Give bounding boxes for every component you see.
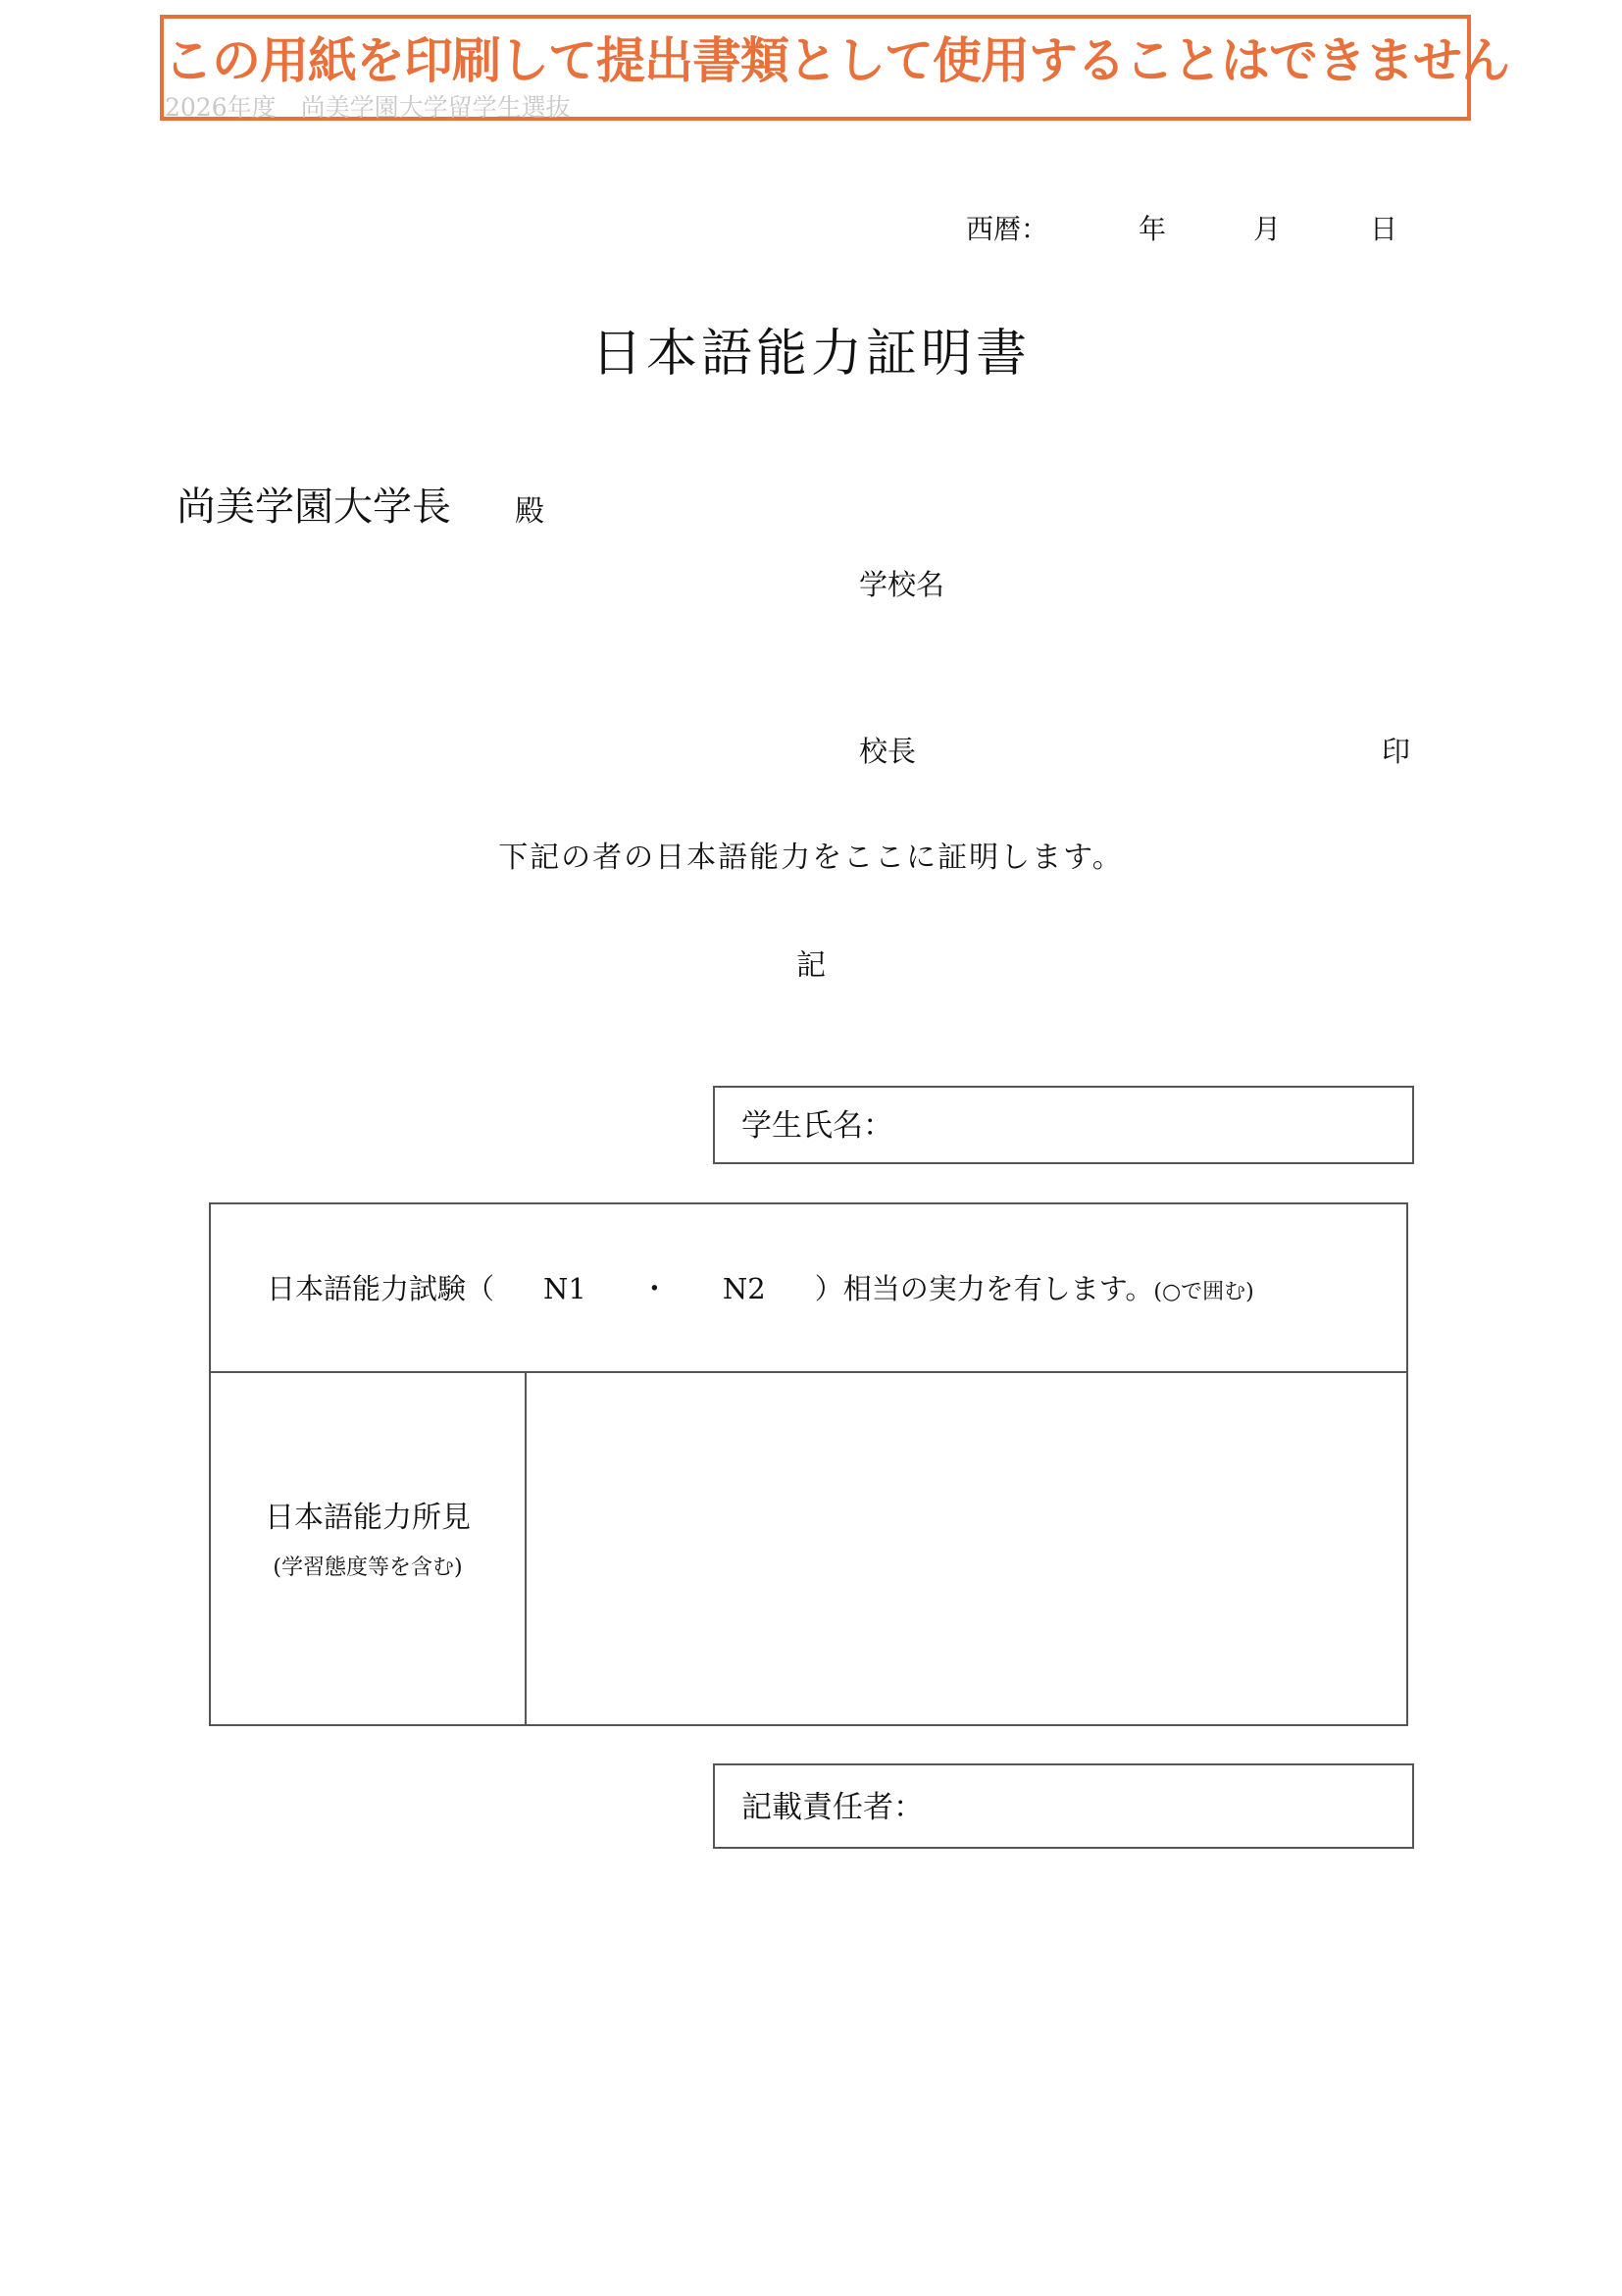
school-name-label: 学校名 <box>859 568 945 601</box>
writer-label: 記載責任者： <box>741 1790 924 1825</box>
ki-heading: 記 <box>796 948 826 983</box>
warning-banner-text: この用紙を印刷して提出書類として使用することはできません <box>164 32 1509 89</box>
exam-prefix: 日本語能力試験（ <box>267 1272 495 1305</box>
date-month: 月 <box>1253 213 1282 245</box>
exam-level-row <box>267 1272 1254 1305</box>
seal-mark: 印 <box>1382 735 1411 768</box>
document-title: 日本語能力証明書 <box>590 325 1031 383</box>
date-label: 西暦： <box>966 213 1049 245</box>
date-day: 日 <box>1370 213 1398 245</box>
certification-statement: 下記の者の日本語能力をここに証明します。 <box>498 841 1124 875</box>
exam-suffix: ）相当の実力を有します。 <box>814 1272 1154 1305</box>
writer-box[interactable] <box>713 1763 1414 1849</box>
addressee-honorific: 殿 <box>515 494 544 529</box>
watermark-text: 2026年度 尚美学園大学留学生選抜 <box>165 93 571 122</box>
student-name-box[interactable] <box>713 1086 1414 1164</box>
exam-option-n2[interactable]: N2 <box>722 1272 766 1305</box>
exam-circle-note: (○で囲む) <box>1153 1280 1254 1304</box>
student-name-label: 学生氏名： <box>741 1108 893 1144</box>
opinion-title: 日本語能力所見 <box>265 1501 471 1535</box>
principal-label: 校長 <box>859 735 917 768</box>
date-year: 年 <box>1139 213 1167 245</box>
exam-option-n1[interactable]: N1 <box>543 1272 586 1305</box>
opinion-field[interactable] <box>527 1373 1406 1724</box>
exam-separator: ・ <box>639 1272 669 1305</box>
addressee-name: 尚美学園大学長 <box>177 485 451 530</box>
ability-table <box>209 1202 1408 1726</box>
opinion-subtitle: (学習態度等を含む) <box>273 1556 463 1580</box>
